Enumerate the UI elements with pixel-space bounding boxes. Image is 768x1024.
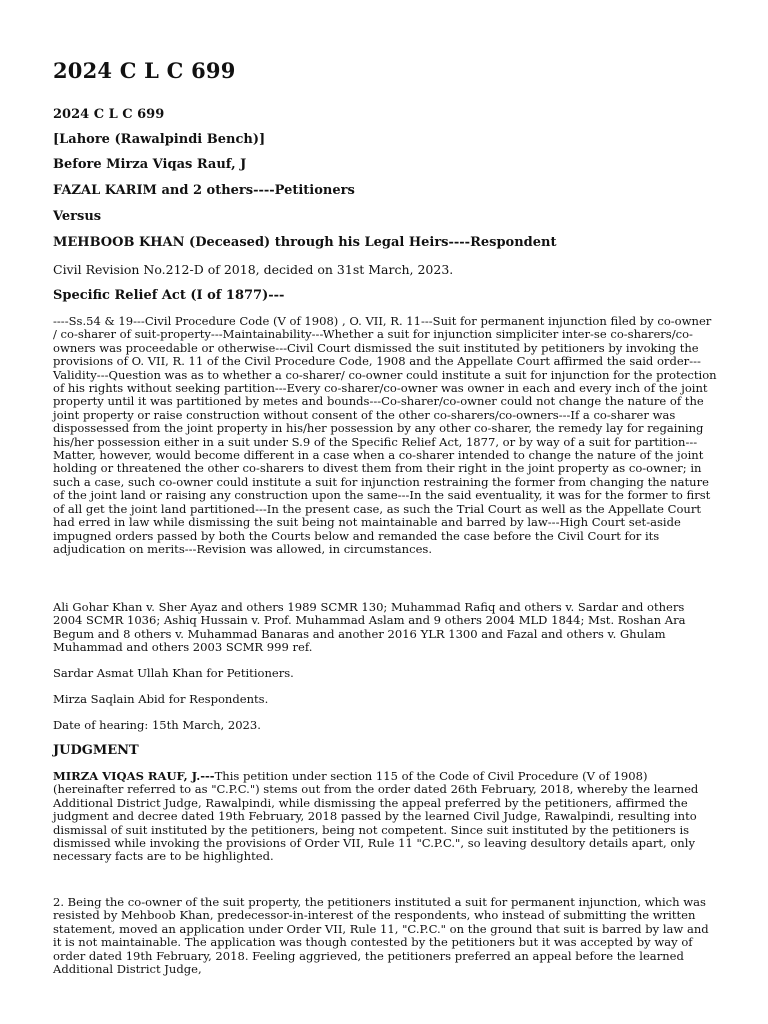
case-number: Civil Revision No.212-D of 2018, decided on 31st March, 2023.: [53, 262, 454, 277]
respondent: MEHBOOB KHAN (Deceased) through his Legal Heirs----Respondent: [53, 235, 557, 250]
hearing-date: Date of hearing: 15th March, 2023.: [53, 718, 261, 732]
judgment-paragraph-2: 2. Being the co-owner of the suit property, the petitioners instituted a suit for permanent injunction, which was resisted by Mehboob Khan, predecessor-in-interest of the respondents, who instead of submitting the written statement, moved an application under Order VII, Rule 11, "C.P.C." on the ground that suit is barred by law and it is not maintainable. The application was though contested by the petitioners but it was accepted by way of order dated 19th February, 2018. Feeling aggrieved, the petitioners preferred an appeal before the learned Additional District Judge,: [53, 895, 709, 977]
counsel-petitioners: Sardar Asmat Ullah Khan for Petitioners.: [53, 666, 294, 680]
judgment-paragraph-1: [53, 770, 717, 864]
judgment-heading-text: JUDGMENT: [53, 743, 139, 758]
bench-judge: Before Mirza Viqas Rauf, J: [53, 157, 247, 172]
counsel-respondents: Mirza Saqlain Abid for Respondents.: [53, 692, 269, 706]
judgment-paragraph-1-text: This petition under section 115 of the Code of Civil Procedure (V of 1908) (hereinafter referred to as "C.P.C.") stems out from the order dated 26th February, 2018, whereby the learned Additional District Judge, Rawalpindi, while dismissing the appeal preferred by the petitioners, affirmed the judgment and decree dated 19th February, 2018 passed by the learned Civil Judge, Rawalpindi, resulting into dismissal of suit instituted by the petitioners, being not competent. Since suit instituted by the petitioners is dismissed while invoking the provisions of Order VII, Rule 11 "C.P.C.", so leaving desultory details apart, only necessary facts are to be highlighted.: [53, 769, 699, 864]
court-name: [Lahore (Rawalpindi Bench)]: [53, 132, 266, 147]
document-title: 2024 C L C 699: [53, 58, 236, 83]
judgment-heading: [53, 744, 717, 757]
petitioners: FAZAL KARIM and 2 others----Petitioners: [53, 183, 355, 198]
headnote: ----Ss.54 & 19---Civil Procedure Code (V of 1908) , O. VII, R. 11---Suit for permanent injunction filed by co-owner / co-sharer of suit-property---Maintainability---Whether a suit for injunction simpliciter inter-se co-sharers/co-owners was proceedable or otherwise---Civil Court dismissed the suit instituted by petitioners by invoking the provisions of O. VII, R. 11 of the Civil Procedure Code, 1908 and the Appellate Court affirmed the said order---Validity---Question was as to whether a co-sharer/ co-owner could institute a suit for injunction for the protection of his rights without seeking partition---Every co-sharer/co-owner was owner in each and every inch of the joint property until it was partitioned by metes and bounds---Co-sharer/co-owner could not change the nature of the joint property or raise construction without consent of the other co-sharers/co-owners---If a co-sharer was dispossessed from the joint property in his/her possession by any other co-sharer, the remedy lay for regaining his/her possession either in a suit under S.9 of the Specific Relief Act, 1877, or by way of a suit for partition---Matter, however, would become different in a case when a co-sharer intended to change the nature of the joint holding or threatened the other co-sharers to divest them from their right in the joint property as co-owner; in such a case, such co-owner could institute a suit for injunction restraining the former from changing the nature of the joint land or raising any construction upon the same---In the said eventuality, it was for the former to first of all get the joint land partitioned---In the present case, as such the Trial Court as well as the Appellate Court had erred in law while dismissing the suit being not maintainable and barred by law---High Court set-aside impugned orders passed by both the Courts below and remanded the case before the Civil Court for its adjudication on merits---Revision was allowed, in circumstances.: [53, 314, 717, 556]
judge-name: MIRZA VIQAS RAUF, J.---: [53, 769, 215, 783]
case-references: Ali Gohar Khan v. Sher Ayaz and others 1989 SCMR 130; Muhammad Rafiq and others v. Sardar and others 2004 SCMR 1036; Ashiq Hussain v. Prof. Muhammad Aslam and 9 others 2004 MLD 1844; Mst. Roshan Ara Begum and 8 others v. Muhammad Banaras and another 2016 YLR 1300 and Fazal and others v. Ghulam Muhammad and others 2003 SCMR 999 ref.: [53, 600, 686, 655]
versus: Versus: [53, 209, 102, 224]
citation: 2024 C L C 699: [53, 107, 165, 122]
statute-heading: Specific Relief Act (I of 1877)---: [53, 288, 285, 303]
